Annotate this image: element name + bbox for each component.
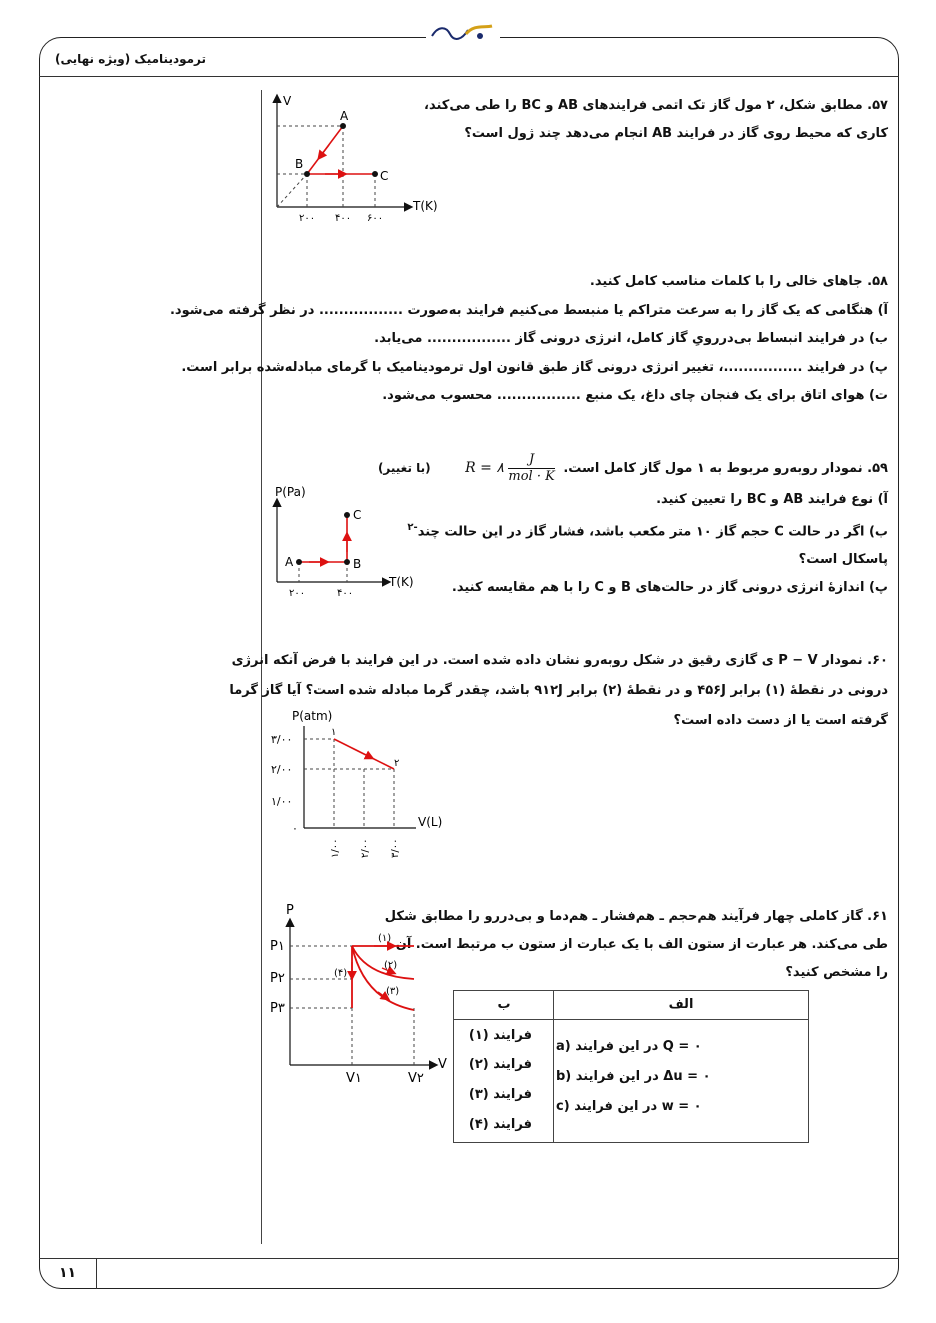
- q61-matching-table: [453, 990, 809, 1143]
- q59-x-tick-1: ۲۰۰: [289, 588, 306, 599]
- table-process-3: فرایند (۳): [468, 1087, 532, 1102]
- q60-x-tick-3: ۳/۰۰: [390, 838, 401, 858]
- table-row-c: c) در این فرایند w = ۰: [556, 1099, 702, 1114]
- q61-curve-3: (۳): [386, 986, 400, 997]
- q61-y-tick-2: P۲: [270, 971, 285, 986]
- table-row-b: b) در این فرایند Δu = ۰: [556, 1069, 711, 1084]
- q59-intro: نمودار روبه‌رو مربوط به ۱ مول گاز کامل است.: [563, 461, 863, 476]
- table-header-a: الف: [553, 991, 808, 1020]
- q59-exponent: -۲: [407, 522, 418, 533]
- q58-part-b: ب) در فرایند انبساط بی‌دررویِ گاز کامل، انرژی درونی گاز ................. می‌یابد.: [374, 331, 888, 346]
- q60-point-2: ۲: [394, 758, 400, 769]
- q61-curve-4: (۴): [334, 968, 348, 979]
- q57-x-tick-2: ۴۰۰: [335, 213, 352, 224]
- table-column-a: [553, 1019, 808, 1142]
- q60-point-1: ۱: [331, 727, 337, 738]
- q61-x-tick-2: V۲: [408, 1071, 424, 1086]
- q61-y-tick-3: P۳: [270, 1001, 285, 1016]
- q57-number: ۵۷.: [867, 98, 888, 113]
- q59-graph: [265, 482, 435, 600]
- page-number: ۱۱: [39, 1258, 97, 1289]
- q60-line1: نمودار P − V ی گازی رقیق در شکل روبه‌رو نشان داده شده است. در این فرایند با فرض آنکه انرژی: [231, 653, 863, 668]
- q57-x-tick-3: ۶۰۰: [367, 213, 384, 224]
- q57-point-b: B: [295, 157, 304, 171]
- q60-number: ۶۰.: [867, 653, 888, 668]
- q57-point-c: C: [380, 169, 389, 183]
- question-59: [378, 452, 888, 602]
- q60-line3: گرفته است یا از دست داده است؟: [673, 713, 888, 728]
- table-header-b: ب: [454, 991, 554, 1020]
- q61-line3: را مشخص کنید؟: [785, 965, 888, 980]
- q59-part-a: آ) نوع فرایند AB و BC را تعیین کنید.: [656, 492, 888, 507]
- q61-x-tick-1: V۱: [346, 1071, 362, 1086]
- q60-y-tick-3: ۱/۰۰: [271, 795, 293, 808]
- q61-curve-2: (۲): [384, 960, 398, 971]
- q60-y-tick-1: ۳/۰۰: [271, 733, 293, 746]
- q57-line2: کاری که محیط روی گاز در فرایند AB انجام می‌دهد چند ژول است؟: [464, 126, 888, 141]
- table-process-4: فرایند (۴): [468, 1117, 532, 1132]
- q57-graph: [265, 90, 455, 225]
- q58-part-d: ت) هوای اتاق برای یک فنجان چای داغ، یک منبع ................. محسوب می‌شود.: [382, 388, 888, 403]
- q61-line2: طی می‌کند. هر عبارت از ستون الف با یک عبارت از ستون ب مرتبط است. آن: [395, 937, 888, 952]
- q59-note: (با تغییر): [377, 461, 431, 475]
- q59-point-c: C: [353, 508, 362, 522]
- q57-x-label: T(K): [413, 199, 438, 213]
- q58-part-a: آ) هنگامی که یک گاز را به سرعت متراکم یا منبسط می‌کنیم فرایند به‌صورت ................. در نظر گرفته می‌شود.: [169, 302, 888, 318]
- q59-x-tick-2: ۴۰۰: [337, 588, 354, 599]
- question-57: [424, 92, 888, 148]
- footer-divider: [39, 1258, 899, 1259]
- q59-number: ۵۹.: [867, 461, 888, 476]
- q59-part-c: پ) اندازهٔ انرژی درونی گاز در حالت‌های B و C را با هم مقایسه کنید.: [451, 580, 888, 596]
- q59-x-label: T(K): [389, 575, 414, 589]
- q58-title: جاهای خالی را با کلمات مناسب کامل کنید.: [589, 274, 863, 289]
- q59-y-label: P(Pa): [275, 485, 306, 499]
- q60-x-label: V(L): [418, 815, 443, 829]
- table-process-1: فرایند (۱): [468, 1028, 532, 1043]
- q60-x-tick-1: ۱/۰۰: [330, 838, 341, 858]
- header-title: ترمودینامیک (ویژه نهایی): [55, 52, 207, 66]
- q61-y-label: P: [286, 903, 294, 918]
- q60-graph: [268, 706, 458, 861]
- q61-line1: گاز کاملی چهار فرآیند هم‌حجم ـ هم‌فشار ـ هم‌دما و بی‌دررو را مطابق شکل: [384, 909, 863, 924]
- q58-number: ۵۸.: [867, 274, 888, 289]
- q57-y-label: V: [283, 94, 292, 108]
- q61-curve-1: (۱): [378, 933, 392, 944]
- q60-y-label: P(atm): [292, 709, 333, 723]
- table-process-2: فرایند (۲): [468, 1057, 532, 1072]
- q59-part-b2: پاسکال است؟: [798, 552, 888, 568]
- question-61: [385, 903, 888, 987]
- q61-graph: [270, 900, 455, 1095]
- q60-y-tick-4: ۰: [292, 822, 298, 835]
- header-divider: [39, 76, 899, 77]
- question-58: [170, 268, 888, 411]
- q60-y-tick-2: ۲/۰۰: [271, 763, 293, 776]
- q61-x-label: V: [438, 1057, 447, 1072]
- q59-point-b: B: [353, 557, 362, 571]
- q57-point-a: A: [340, 109, 349, 123]
- q58-part-c: پ) در فرایند ................، تغییر انرژی درونی گاز طبق قانون اول ترمودینامیک با گرمای مبادله‌شده برابر است.: [181, 359, 888, 375]
- table-row-a: a) در این فرایند Q = ۰: [556, 1039, 702, 1054]
- q61-number: ۶۱.: [867, 909, 888, 924]
- q57-line1: مطابق شکل، ۲ مول گاز تک اتمی فرایندهای AB و BC را طی می‌کند،: [424, 98, 863, 113]
- q59-point-a: A: [285, 555, 294, 569]
- q57-x-tick-1: ۲۰۰: [299, 213, 316, 224]
- table-column-b: [454, 1019, 554, 1142]
- q61-y-tick-1: P۱: [270, 939, 285, 954]
- publisher-logo: [426, 18, 500, 46]
- q59-part-b1: ب) اگر در حالت C حجم گاز ۱۰ متر مکعب باشد، فشار گاز در این حالت چند: [417, 524, 888, 540]
- q60-line2: درونی در نقطهٔ (۱) برابر ۴۵۶J و در نقطهٔ (۲) برابر ۹۱۲J باشد، چقدر گرما مبادله شده است؟ آیا گاز گرما: [229, 683, 888, 698]
- q60-x-tick-2: ۲/۰۰: [360, 838, 371, 858]
- q59-r-formula: R = ۸ J mol · K: [465, 452, 555, 484]
